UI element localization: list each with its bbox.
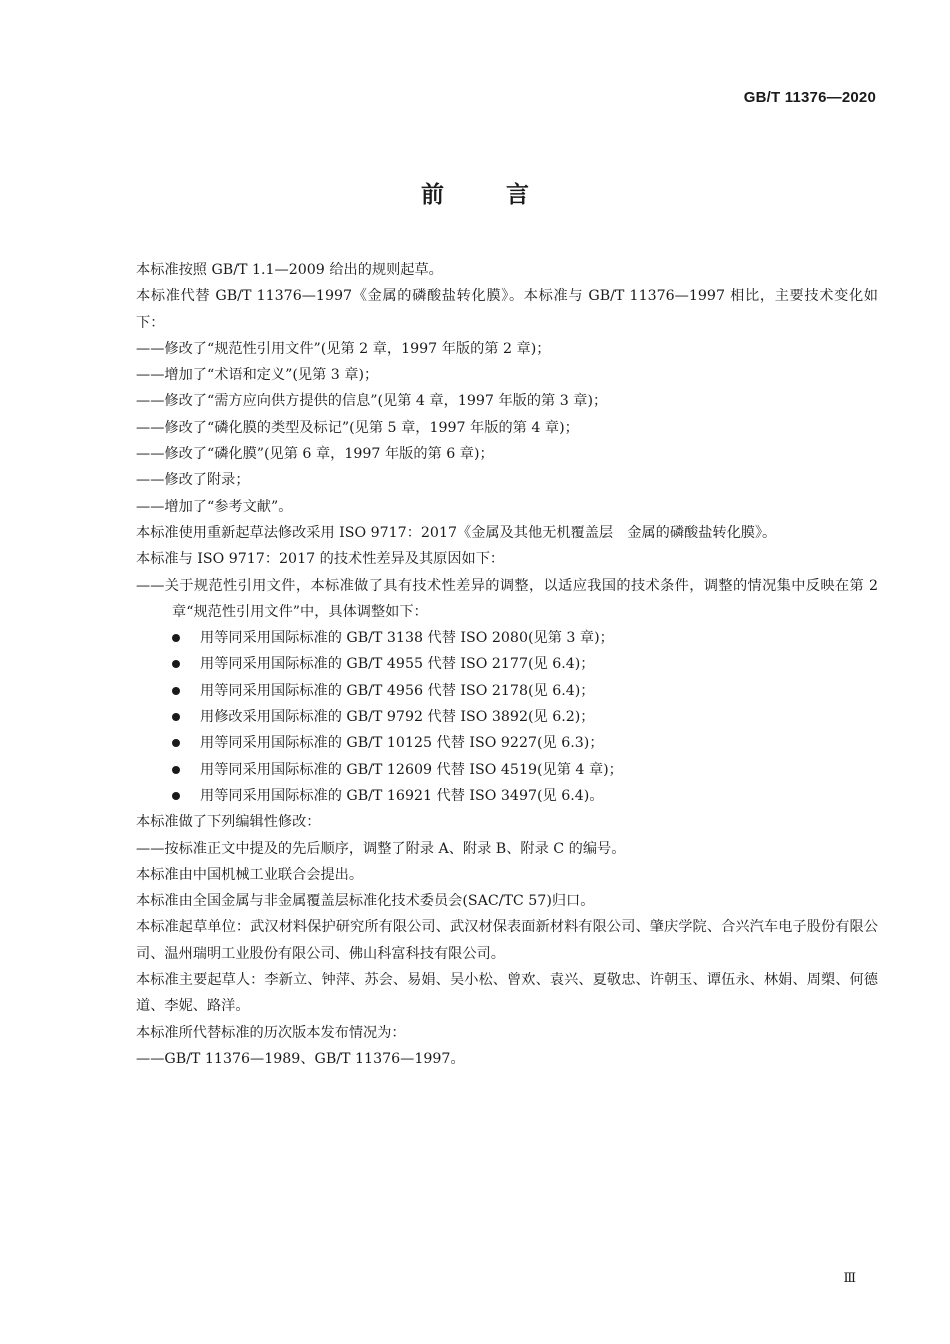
- bullet-text: 用修改采用国际标准的 GB/T 9792 代替 ISO 3892(见 6.2)；: [200, 709, 595, 726]
- bullet-item: [102, 730, 878, 756]
- paragraph-editorial: 本标准做了下列编辑性修改：: [136, 814, 321, 831]
- change-item: ——修改了附录；: [136, 472, 250, 489]
- change-item: ——修改了“规范性引用文件”(见第 2 章，1997 年版的第 2 章)；: [136, 340, 551, 357]
- difference-item: ——关于规范性引用文件，本标准做了具有技术性差异的调整，以适应我国的技术条件，调整的情况集中反映在第 2 章“规范性引用文件”中，具体调整如下：: [136, 577, 878, 620]
- paragraph-iso-adoption: 本标准使用重新起草法修改采用 ISO 9717：2017《金属及其他无机覆盖层 金属的磷酸盐转化膜》。: [136, 524, 777, 541]
- paragraph-committee: 本标准由全国金属与非金属覆盖层标准化技术委员会(SAC/TC 57)归口。: [136, 893, 595, 910]
- bullet-text: 用等同采用国际标准的 GB/T 12609 代替 ISO 4519(见第 4 章)；: [200, 761, 623, 778]
- bullet-item: [102, 625, 878, 651]
- bullet-dot-icon: [172, 792, 180, 800]
- bullet-item: [102, 678, 878, 704]
- bullet-text: 用等同采用国际标准的 GB/T 3138 代替 ISO 2080(见第 3 章)；: [200, 630, 614, 647]
- page-title: 前言: [421, 182, 591, 208]
- paragraph-replacement: 本标准代替 GB/T 11376—1997《金属的磷酸盐转化膜》。本标准与 GB/T 11376—1997 相比，主要技术变化如下：: [136, 288, 878, 331]
- bullet-item: [102, 651, 878, 677]
- change-item: ——修改了“磷化膜的类型及标记”(见第 5 章，1997 年版的第 4 章)；: [136, 419, 579, 436]
- paragraph-technical-differences: 本标准与 ISO 9717：2017 的技术性差异及其原因如下：: [136, 551, 505, 568]
- paragraph-drafting-rules: 本标准按照 GB/T 1.1—2009 给出的规则起草。: [136, 262, 443, 278]
- bullet-text: 用等同采用国际标准的 GB/T 4956 代替 ISO 2178(见 6.4)；: [200, 682, 595, 699]
- document-body: [102, 257, 878, 1072]
- page-number: Ⅲ: [843, 1271, 856, 1286]
- bullet-text: 用等同采用国际标准的 GB/T 10125 代替 ISO 9227(见 6.3)；: [200, 735, 604, 752]
- bullet-text: 用等同采用国际标准的 GB/T 16921 代替 ISO 3497(见 6.4)。: [200, 787, 604, 804]
- paragraph-drafting-units: 本标准起草单位：武汉材料保护研究所有限公司、武汉材保表面新材料有限公司、肇庆学院、合兴汽车电子股份有限公司、温州瑞明工业股份有限公司、佛山科富科技有限公司。: [136, 919, 878, 962]
- bullet-item: [102, 783, 878, 809]
- editorial-item: ——按标准正文中提及的先后顺序，调整了附录 A、附录 B、附录 C 的编号。: [136, 840, 626, 857]
- bullet-item: [102, 757, 878, 783]
- change-item: ——增加了“参考文献”。: [136, 498, 293, 515]
- change-item: ——增加了“术语和定义”(见第 3 章)；: [136, 367, 379, 384]
- change-item: ——修改了“需方应向供方提供的信息”(见第 4 章，1997 年版的第 3 章)；: [136, 393, 608, 410]
- history-item: ——GB/T 11376—1989、GB/T 11376—1997。: [136, 1050, 465, 1067]
- bullet-dot-icon: [172, 687, 180, 695]
- paragraph-proposer: 本标准由中国机械工业联合会提出。: [136, 866, 364, 883]
- paragraph-drafters: 本标准主要起草人：李新立、钟萍、苏会、易娟、吴小松、曾欢、袁兴、夏敬忠、许朝玉、谭伍永、林娟、周槊、何德道、李妮、路洋。: [136, 972, 878, 1015]
- change-item: ——修改了“磷化膜”(见第 6 章，1997 年版的第 6 章)；: [136, 446, 494, 463]
- bullet-dot-icon: [172, 766, 180, 774]
- bullet-dot-icon: [172, 713, 180, 721]
- paragraph-history: 本标准所代替标准的历次版本发布情况为：: [136, 1024, 406, 1041]
- bullet-item: [102, 704, 878, 730]
- bullet-text: 用等同采用国际标准的 GB/T 4955 代替 ISO 2177(见 6.4)；: [200, 656, 595, 673]
- standard-code: GB/T 11376—2020: [743, 89, 876, 106]
